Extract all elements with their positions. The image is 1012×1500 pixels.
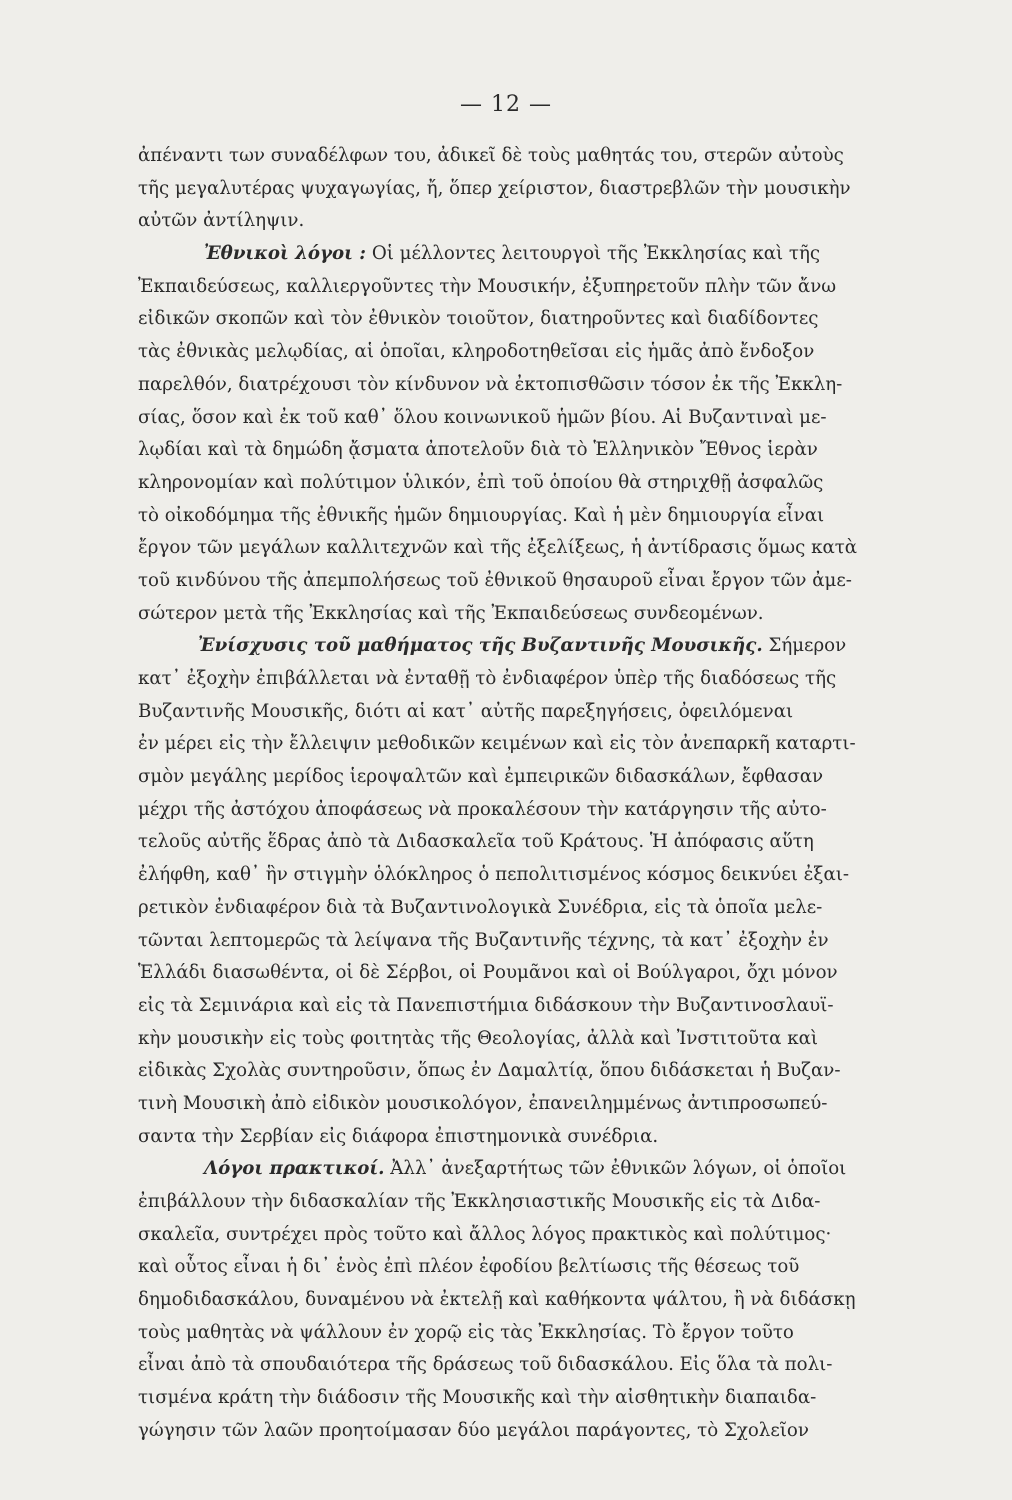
text-line: τοῦ κινδύνου τῆς ἀπεμπολήσεως τοῦ ἐθνικοῦ θησαυροῦ εἶναι ἔργον τῶν ἀμε-: [138, 569, 852, 591]
text-line: εἰδικὰς Σχολὰς συντηροῦσιν, ὅπως ἐν Δαμαλτίᾳ, ὅπου διδάσκεται ἡ Βυζαν-: [138, 1060, 841, 1082]
text-line: τῆς μεγαλυτέρας ψυχαγωγίας, ἤ, ὅπερ χείριστον, διαστρεβλῶν τὴν μουσικὴν: [138, 177, 851, 199]
text-span: Ἀλλ᾿ ἀνεξαρτήτως τῶν ἐθνικῶν λόγων, οἱ ὁποῖοι: [390, 1158, 847, 1180]
text-line: ἀπέναντι των συναδέλφων του, ἀδικεῖ δὲ τοὺς μαθητάς του, στερῶν αὐτοὺς: [138, 145, 844, 166]
text-span: Σήμερον: [768, 635, 847, 657]
text-span: Οἱ μέλλοντες λειτουργοὶ τῆς Ἐκκλησίας καὶ τῆς: [371, 243, 821, 265]
page-number: — 12 —: [460, 92, 552, 117]
text-line: λῳδίαι καὶ τὰ δημώδη ᾄσματα ἀποτελοῦν διὰ τὸ Ἑλληνικὸν Ἔθνος ἱερὰν: [138, 439, 818, 461]
text-line: κὴν μουσικὴν εἰς τοὺς φοιτητὰς τῆς Θεολογίας, ἀλλὰ καὶ Ἰνστιτοῦτα καὶ: [138, 1027, 819, 1049]
text-line: ἐν μέρει εἰς τὴν ἔλλειψιν μεθοδικῶν κειμένων καὶ εἰς τὸν ἀνεπαρκῆ καταρτι-: [138, 733, 856, 755]
text-line: τῶνται λεπτομερῶς τὰ λείψανα τῆς Βυζαντινῆς τέχνης, τὰ κατ᾿ ἐξοχὴν ἐν: [138, 929, 829, 951]
text-line: ἔργον τῶν μεγάλων καλλιτεχνῶν καὶ τῆς ἐξελίξεως, ἡ ἀντίδρασις ὅμως κατὰ: [138, 537, 858, 559]
text-line: γώγησιν τῶν λαῶν προητοίμασαν δύο μεγάλοι παράγοντες, τὸ Σχολεῖον: [138, 1419, 809, 1441]
paragraph-line: [138, 630, 928, 663]
text-line: σίας, ὅσον καὶ ἐκ τοῦ καθ᾿ ὅλου κοινωνικοῦ ἡμῶν βίου. Αἱ Βυζαντιναὶ με-: [138, 406, 827, 428]
text-line: σκαλεῖα, συντρέχει πρὸς τοῦτο καὶ ἄλλος λόγος πρακτικὸς καὶ πολύτιμος·: [138, 1223, 832, 1245]
text-line: ἐπιβάλλουν τὴν διδασκαλίαν τῆς Ἐκκλησιαστικῆς Μουσικῆς εἰς τὰ Διδα-: [138, 1191, 821, 1212]
paragraph-line: [138, 1153, 928, 1186]
section-heading-national-reasons: Ἐθνικοὶ λόγοι :: [204, 243, 367, 265]
text-line: παρελθόν, διατρέχουσι τὸν κίνδυνον νὰ ἐκτοπισθῶσιν τόσον ἐκ τῆς Ἐκκλη-: [138, 373, 843, 395]
text-line: τινὴ Μουσικὴ ἀπὸ εἰδικὸν μουσικολόγον, ἐπανειλημμένως ἀντιπροσωπεύ-: [138, 1092, 828, 1114]
text-line: εἰς τὰ Σεμινάρια καὶ εἰς τὰ Πανεπιστήμια διδάσκουν τὴν Βυζαντινοσλαυϊ-: [138, 994, 834, 1016]
text-line: τελοῦς αὐτῆς ἕδρας ἀπὸ τὰ Διδασκαλεῖα τοῦ Κράτους. Ἡ ἀπόφασις αὕτη: [138, 831, 814, 853]
page-text: [138, 140, 928, 1448]
section-heading-practical-reasons: Λόγοι πρακτικοί.: [204, 1158, 385, 1180]
text-line: τισμένα κράτη τὴν διάδοσιν τῆς Μουσικῆς καὶ τὴν αἰσθητικὴν διαπαιδα-: [138, 1387, 817, 1409]
section-heading-byzantine-music: Ἐνίσχυσις τοῦ μαθήματος τῆς Βυζαντινῆς Μουσικῆς.: [198, 635, 763, 657]
paragraph-line: [138, 238, 928, 271]
text-line: εἶναι ἀπὸ τὰ σπουδαιότερα τῆς δράσεως τοῦ διδασκάλου. Εἰς ὅλα τὰ πολι-: [138, 1354, 833, 1376]
text-line: τὸ οἰκοδόμημα τῆς ἐθνικῆς ἡμῶν δημιουργίας. Καὶ ἡ μὲν δημιουργία εἶναι: [138, 504, 825, 526]
text-line: δημοδιδασκάλου, δυναμένου νὰ ἐκτελῇ καὶ καθήκοντα ψάλτου, ἢ νὰ διδάσκῃ: [138, 1289, 856, 1311]
text-line: κατ᾿ ἐξοχὴν ἐπιβάλλεται νὰ ἐνταθῇ τὸ ἐνδιαφέρον ὑπὲρ τῆς διαδόσεως τῆς: [138, 668, 837, 689]
text-line: Ἑλλάδι διασωθέντα, οἱ δὲ Σέρβοι, οἱ Ρουμᾶνοι καὶ οἱ Βούλγαροι, ὄχι μόνον: [138, 962, 838, 984]
text-line: κληρονομίαν καὶ πολύτιμον ὑλικόν, ἐπὶ τοῦ ὁποίου θὰ στηριχθῇ ἀσφαλῶς: [138, 471, 824, 493]
text-line: ρετικὸν ἐνδιαφέρον διὰ τὰ Βυζαντινολογικὰ Συνέδρια, εἰς τὰ ὁποῖα μελε-: [138, 896, 823, 918]
text-line: τὰς ἐθνικὰς μελῳδίας, αἱ ὁποῖαι, κληροδοτηθεῖσαι εἰς ἡμᾶς ἀπὸ ἔνδοξον: [138, 341, 815, 363]
text-line: Ἐκπαιδεύσεως, καλλιεργοῦντες τὴν Μουσικήν, ἐξυπηρετοῦν πλὴν τῶν ἄνω: [138, 275, 837, 297]
text-line: σμὸν μεγάλης μερίδος ἱεροψαλτῶν καὶ ἐμπειρικῶν διδασκάλων, ἔφθασαν: [138, 766, 824, 788]
text-line: σαντα τὴν Σερβίαν εἰς διάφορα ἐπιστημονικὰ συνέδρια.: [138, 1125, 659, 1147]
text-line: σώτερον μετὰ τῆς Ἐκκλησίας καὶ τῆς Ἐκπαιδεύσεως συνδεομένων.: [138, 602, 764, 624]
text-line: ἐλήφθη, καθ᾿ ἣν στιγμὴν ὁλόκληρος ὁ πεπολιτισμένος κόσμος δεικνύει ἐξαι-: [138, 864, 850, 886]
text-line: μέχρι τῆς ἀστόχου ἀποφάσεως νὰ προκαλέσουν τὴν κατάργησιν τῆς αὐτο-: [138, 798, 827, 820]
text-line: τοὺς μαθητὰς νὰ ψάλλουν ἐν χορῷ εἰς τὰς Ἐκκλησίας. Τὸ ἔργον τοῦτο: [138, 1321, 794, 1343]
text-line: Βυζαντινῆς Μουσικῆς, διότι αἱ κατ᾿ αὐτῆς παρεξηγήσεις, ὀφειλόμεναι: [138, 700, 794, 722]
text-line: καὶ οὗτος εἶναι ἡ δι᾿ ἑνὸς ἐπὶ πλέον ἐφοδίου βελτίωσις τῆς θέσεως τοῦ: [138, 1256, 800, 1278]
text-line: αὐτῶν ἀντίληψιν.: [138, 210, 305, 232]
text-line: εἰδικῶν σκοπῶν καὶ τὸν ἐθνικὸν τοιοῦτον, διατηροῦντες καὶ διαδίδοντες: [138, 308, 819, 330]
